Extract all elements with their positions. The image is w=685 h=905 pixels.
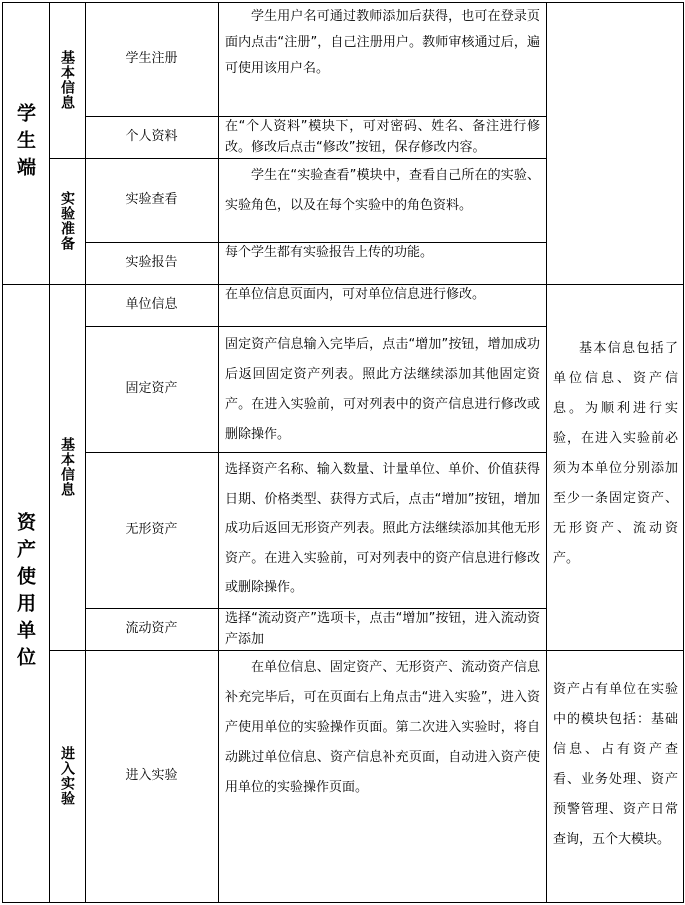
- group-title-experiment-prep: [49, 158, 85, 284]
- row-description: 在“个人资料”模块下，可对密码、姓名、备注进行修改。修改后点击“修改”按钮，保存修改内容。: [225, 119, 540, 155]
- row-label-text: 单位信息: [125, 297, 178, 312]
- row-label: [85, 650, 218, 902]
- section-title-asset-unit: [2, 284, 49, 902]
- row-label-text: 个人资料: [125, 129, 178, 144]
- group-title-text: 基本信息: [59, 437, 75, 497]
- row-label-text: 实验报告: [125, 255, 178, 270]
- row-label-text: 学生注册: [125, 51, 178, 66]
- table-border-right: [683, 2, 684, 903]
- row-description: 在单位信息页面内，可对单位信息进行修改。: [225, 287, 486, 302]
- row-label: [85, 608, 218, 650]
- row-label: [85, 284, 218, 326]
- row-description: 学生用户名可通过教师添加后获得，也可在登录页面内点击“注册”，自己注册用户。教师审核通过后，遍可使用该用户名。: [225, 9, 540, 76]
- group-note: 基本信息包括了单位信息、资产信息。为顺利进行实验，在进入实验前必须为本单位分别添加至少一条固定资产、无形资产、流动资产。: [553, 341, 678, 566]
- row-label: [85, 452, 218, 608]
- row-description: 每个学生都有实验报告上传的功能。: [225, 245, 434, 260]
- row-label: [85, 158, 218, 242]
- row-label-text: 实验查看: [125, 192, 178, 207]
- group-title-text: 基本信息: [59, 50, 75, 110]
- section-title-text: 学生端: [14, 102, 36, 184]
- row-label: [85, 326, 218, 452]
- row-description: 固定资产信息输入完毕后，点击“增加”按钮，增加成功后返回固定资产列表。照此方法继续添加其他固定资产。在进入实验前，可对列表中的资产信息进行修改或删除操作。: [225, 337, 540, 442]
- row-label-text: 流动资产: [125, 621, 178, 636]
- group-title-basic-info: [49, 284, 85, 650]
- table-border-bottom: [2, 902, 684, 903]
- row-label: [85, 242, 218, 284]
- section-title-student: [2, 2, 49, 284]
- row-label-text: 固定资产: [125, 381, 178, 396]
- group-note: 资产占有单位在实验中的模块包括：基础信息、占有资产查看、业务处理、资产预警管理、资产日常查询，五个大模块。: [553, 682, 678, 847]
- group-title-text: 实验准备: [59, 191, 75, 251]
- group-title-text: 进入实验: [59, 746, 75, 806]
- row-description: 选择资产名称、输入数量、计量单位、单价、价值获得日期、价格类型、获得方式后，点击“增加”按钮，增加成功后返回无形资产列表。照此方法继续添加其他无形资产。在进入实验前，可对列表中的资产信息进行修改或删除操作。: [225, 462, 540, 595]
- row-description: 在单位信息、固定资产、无形资产、流动资产信息补充完毕后，可在页面右上角点击“进入实验”，进入资产使用单位的实验操作页面。第二次进入实验时，将自动跳过单位信息、资产信息补充页面，自动进入资产使用单位的实验操作页面。: [225, 660, 540, 795]
- row-label-text: 无形资产: [125, 522, 178, 537]
- row-label-text: 进入实验: [125, 768, 178, 783]
- row-description: 选择“流动资产”选项卡，点击“增加”按钮，进入流动资产添加: [225, 611, 540, 647]
- row-label: [85, 2, 218, 116]
- row-label: [85, 116, 218, 158]
- group-title-enter-experiment: [49, 650, 85, 902]
- row-description: 学生在“实验查看”模块中，查看自己所在的实验、实验角色，以及在每个实验中的角色资料。: [225, 168, 540, 213]
- group-title-basic-info: [49, 2, 85, 158]
- section-title-text: 资产使用单位: [14, 512, 36, 674]
